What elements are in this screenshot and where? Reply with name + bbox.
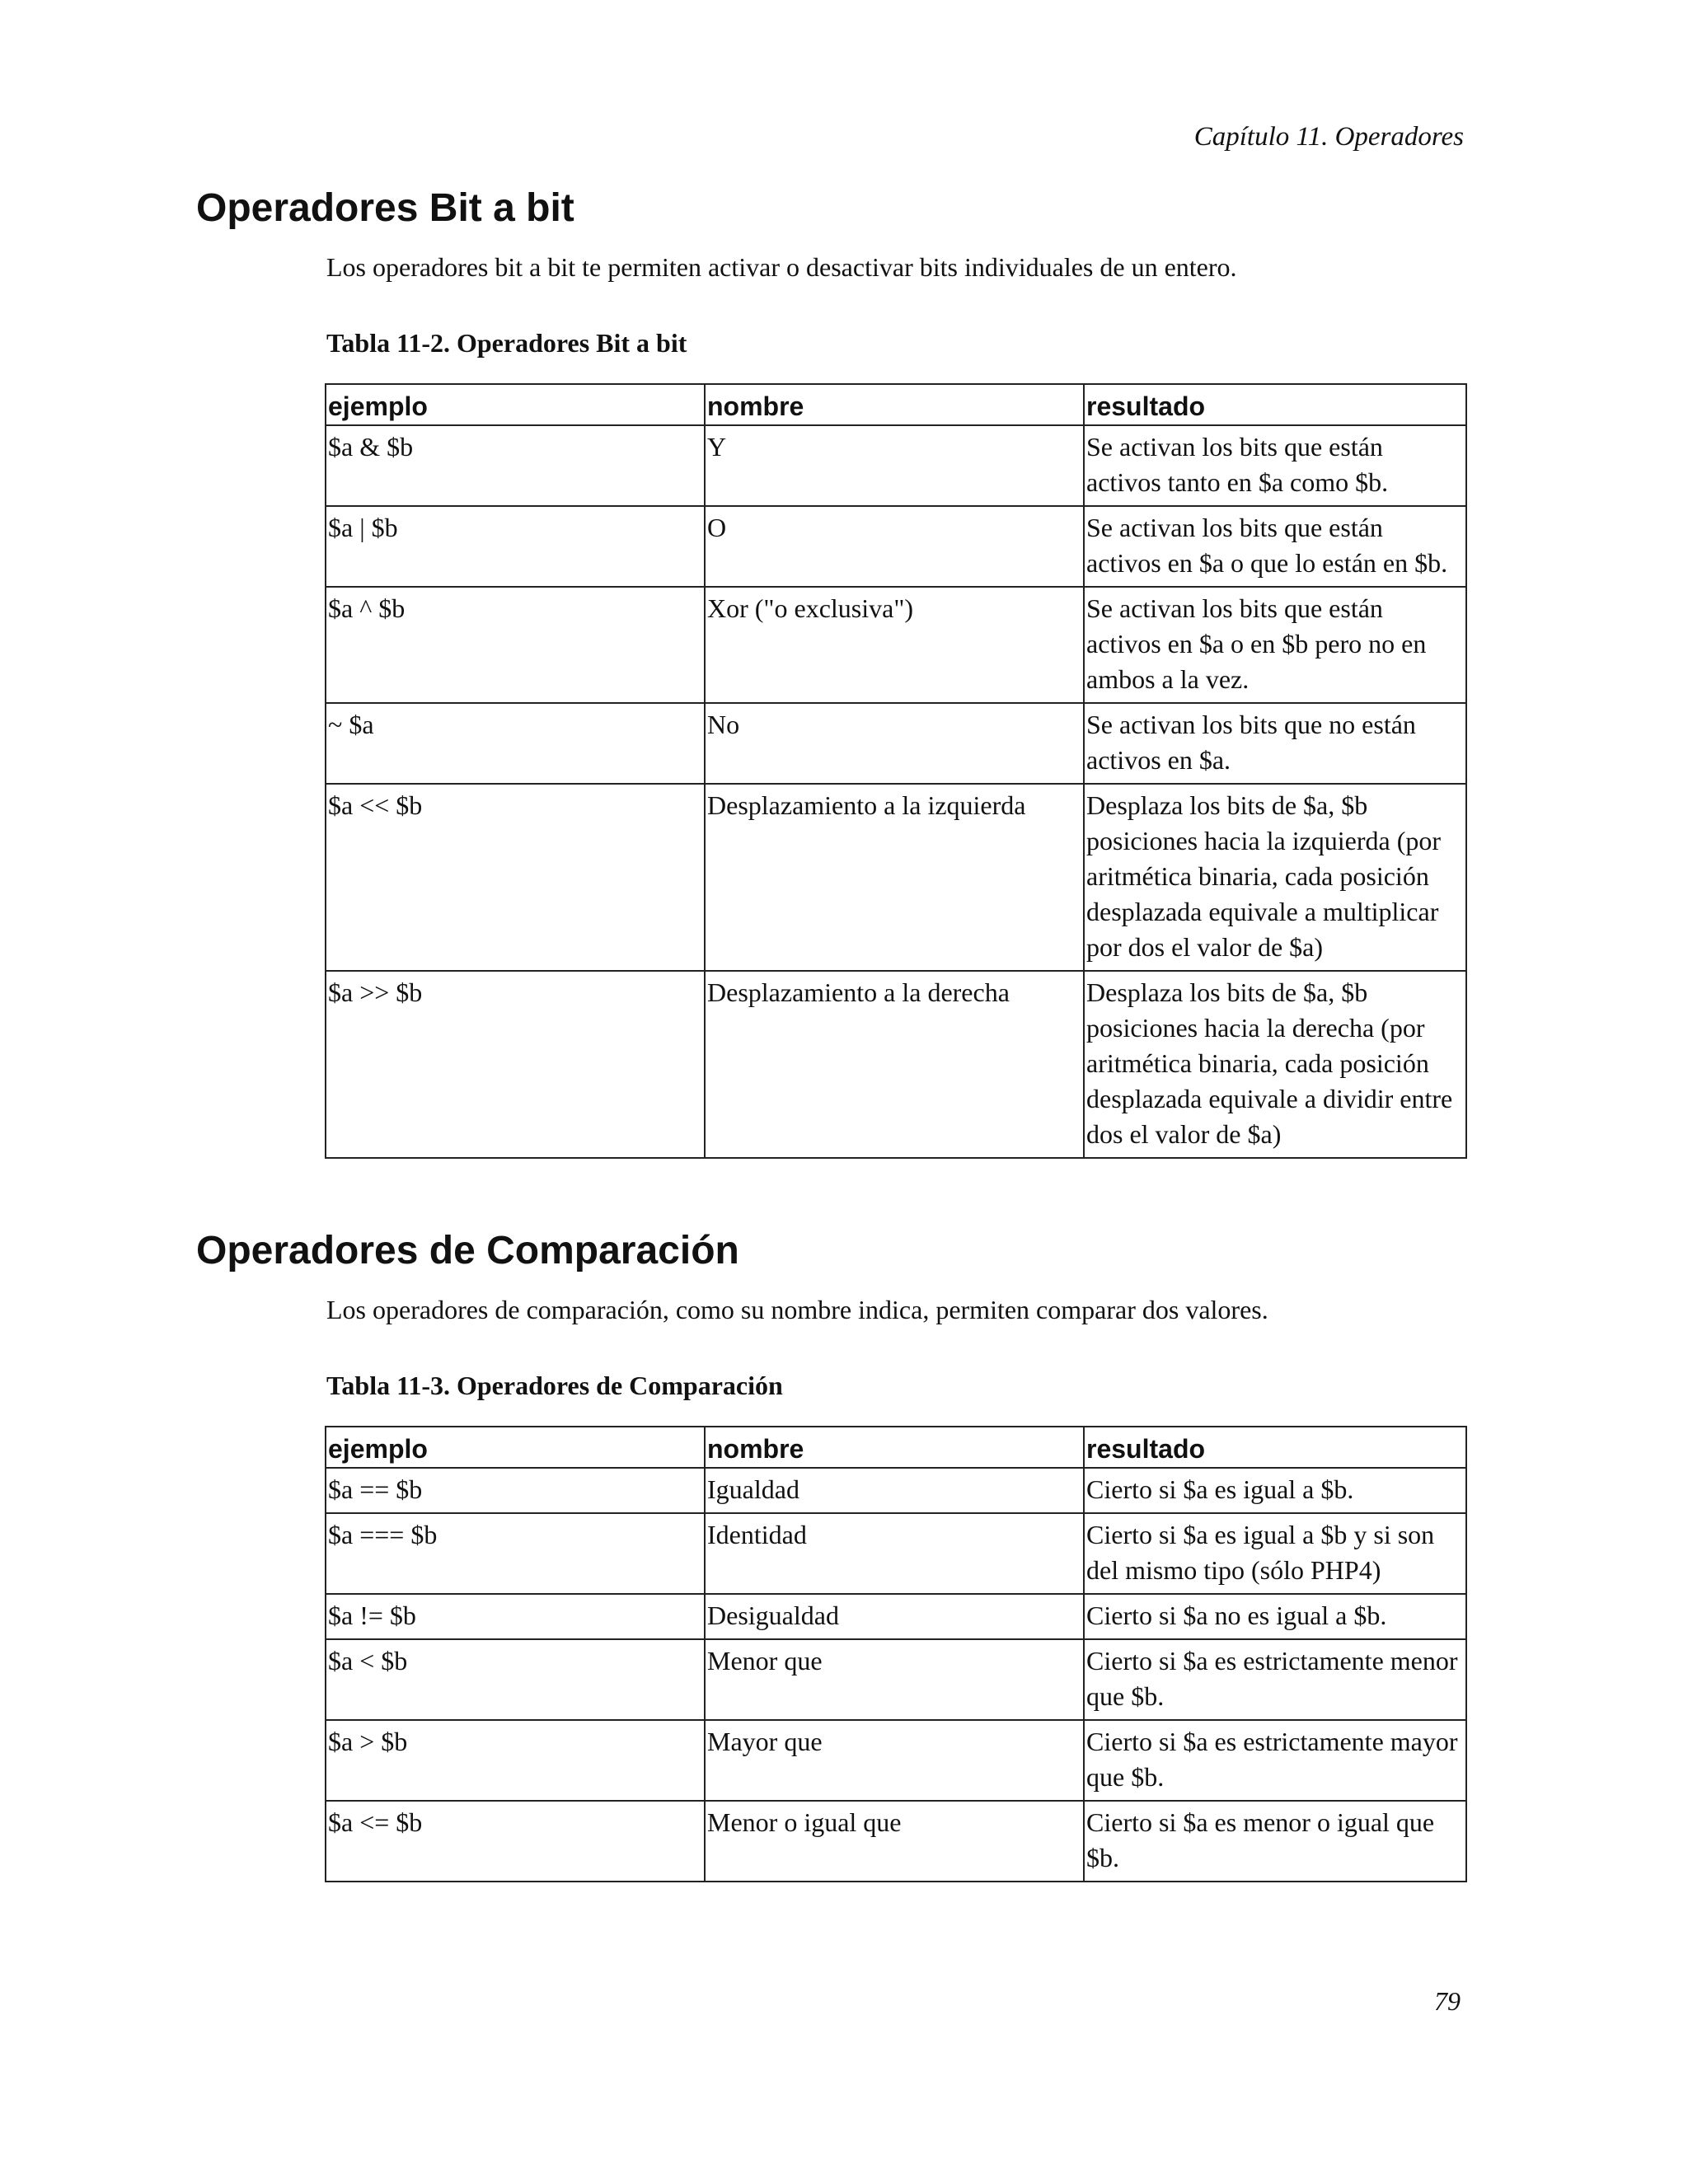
cell-ejemplo: $a | $b — [326, 506, 705, 587]
column-header-resultado: resultado — [1084, 384, 1466, 425]
cell-ejemplo: $a == $b — [326, 1468, 705, 1513]
table-header-row — [326, 384, 1466, 425]
bitwise-operators-table — [325, 383, 1467, 1159]
cell-resultado: Cierto si $a no es igual a $b. — [1084, 1594, 1466, 1639]
cell-ejemplo: $a < $b — [326, 1639, 705, 1720]
cell-nombre: Desplazamiento a la izquierda — [705, 784, 1084, 971]
table-caption-bitwise: Tabla 11-2. Operadores Bit a bit — [326, 328, 687, 358]
cell-ejemplo: $a <= $b — [326, 1801, 705, 1882]
cell-nombre: Menor que — [705, 1639, 1084, 1720]
running-header-chapter: Capítulo 11. Operadores — [1193, 122, 1464, 152]
cell-nombre: O — [705, 506, 1084, 587]
cell-resultado: Cierto si $a es igual a $b. — [1084, 1468, 1466, 1513]
cell-resultado: Se activan los bits que no están activos en $a. — [1084, 703, 1466, 784]
table-row — [326, 587, 1466, 703]
comparison-operators-table — [325, 1426, 1467, 1882]
cell-nombre: Menor o igual que — [705, 1801, 1084, 1882]
cell-nombre: Desigualdad — [705, 1594, 1084, 1639]
column-header-resultado: resultado — [1084, 1427, 1466, 1468]
cell-nombre: No — [705, 703, 1084, 784]
column-header-nombre: nombre — [705, 384, 1084, 425]
cell-resultado: Cierto si $a es igual a $b y si son del mismo tipo (sólo PHP4) — [1084, 1513, 1466, 1594]
cell-resultado: Desplaza los bits de $a, $b posiciones hacia la izquierda (por aritmética binaria, cada posición desplazada equivale a multiplicar por dos el valor de $a) — [1084, 784, 1466, 971]
cell-resultado: Cierto si $a es estrictamente mayor que $b. — [1084, 1720, 1466, 1801]
cell-nombre: Xor ("o exclusiva") — [705, 587, 1084, 703]
cell-resultado: Cierto si $a es estrictamente menor que $b. — [1084, 1639, 1466, 1720]
table-row — [326, 971, 1466, 1158]
cell-nombre: Identidad — [705, 1513, 1084, 1594]
cell-nombre: Igualdad — [705, 1468, 1084, 1513]
table-row — [326, 1468, 1466, 1513]
cell-nombre: Y — [705, 425, 1084, 506]
cell-resultado: Se activan los bits que están activos tanto en $a como $b. — [1084, 425, 1466, 506]
column-header-ejemplo: ejemplo — [326, 384, 705, 425]
table-row — [326, 1513, 1466, 1594]
table-caption-comparison: Tabla 11-3. Operadores de Comparación — [326, 1371, 783, 1400]
page-number: 79 — [1434, 1986, 1461, 2016]
section-title-bitwise: Operadores Bit a bit — [196, 186, 574, 230]
table-row — [326, 1801, 1466, 1882]
cell-resultado: Desplaza los bits de $a, $b posiciones hacia la derecha (por aritmética binaria, cada posición desplazada equivale a dividir entre dos el valor de $a) — [1084, 971, 1466, 1158]
column-header-ejemplo: ejemplo — [326, 1427, 705, 1468]
cell-resultado: Se activan los bits que están activos en $a o que lo están en $b. — [1084, 506, 1466, 587]
table-header-row — [326, 1427, 1466, 1468]
cell-ejemplo: $a === $b — [326, 1513, 705, 1594]
table-row — [326, 506, 1466, 587]
table-row — [326, 1639, 1466, 1720]
section-title-comparison: Operadores de Comparación — [196, 1229, 739, 1272]
cell-ejemplo: ~ $a — [326, 703, 705, 784]
cell-ejemplo: $a ^ $b — [326, 587, 705, 703]
table-row — [326, 784, 1466, 971]
cell-ejemplo: $a >> $b — [326, 971, 705, 1158]
cell-ejemplo: $a & $b — [326, 425, 705, 506]
cell-nombre: Mayor que — [705, 1720, 1084, 1801]
table-row — [326, 1720, 1466, 1801]
cell-ejemplo: $a << $b — [326, 784, 705, 971]
table-row — [326, 425, 1466, 506]
cell-resultado: Cierto si $a es menor o igual que $b. — [1084, 1801, 1466, 1882]
cell-resultado: Se activan los bits que están activos en $a o en $b pero no en ambos a la vez. — [1084, 587, 1466, 703]
cell-ejemplo: $a > $b — [326, 1720, 705, 1801]
cell-nombre: Desplazamiento a la derecha — [705, 971, 1084, 1158]
table-row — [326, 1594, 1466, 1639]
table-row — [326, 703, 1466, 784]
section-intro-comparison: Los operadores de comparación, como su nombre indica, permiten comparar dos valores. — [326, 1295, 1268, 1324]
section-intro-bitwise: Los operadores bit a bit te permiten activar o desactivar bits individuales de un entero. — [326, 252, 1237, 282]
cell-ejemplo: $a != $b — [326, 1594, 705, 1639]
column-header-nombre: nombre — [705, 1427, 1084, 1468]
